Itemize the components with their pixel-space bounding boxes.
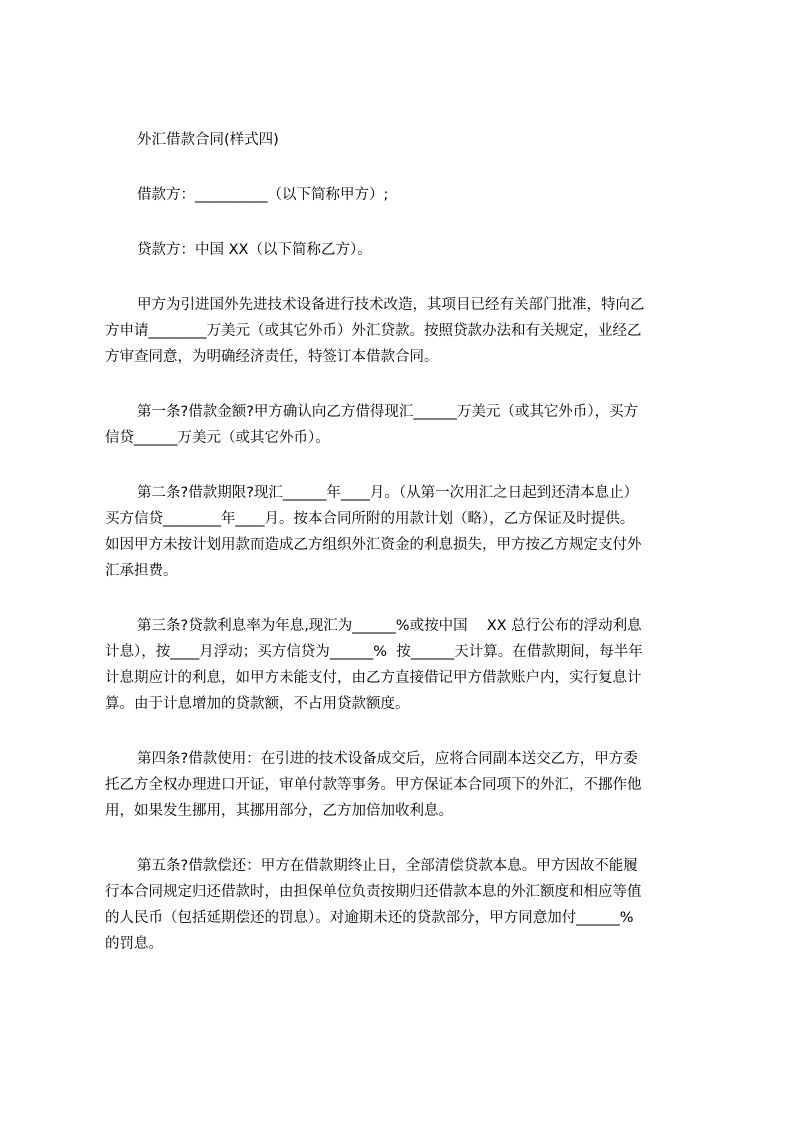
paragraph-line: 托乙方全权办理进口开证，审单付款等事务。甲方保证本合同项下的外汇，不挪作他 <box>105 777 642 793</box>
paragraph-line: 甲方为引进国外先进技术设备进行技术改造，其项目已经有关部门批准，特向乙 <box>137 297 645 313</box>
paragraph-line: 买方信贷________年____月。按本合同所附的用款计划（略），乙方保证及时提供。 <box>105 511 635 527</box>
paragraph-line: 第三条?贷款利息率为年息,现汇为______%或按中国 XX 总行公布的浮动利息 <box>137 618 642 634</box>
document-title: 外汇借款合同(样式四) <box>137 132 279 148</box>
paragraph-line: 算。由于计息增加的贷款额，不占用贷款额度。 <box>105 696 410 712</box>
paragraph-line: 汇承担费。 <box>105 563 178 579</box>
paragraph-line: 的罚息。 <box>105 936 163 952</box>
paragraph-line: 的人民币（包括延期偿还的罚息）。对逾期未还的贷款部分，甲方同意加付______% <box>105 910 634 926</box>
paragraph-line: 第四条?借款使用：在引进的技术设备成交后，应将合同副本送交乙方，甲方委 <box>137 751 638 767</box>
lender-line: 贷款方：中国 XX（以下简称乙方）。 <box>137 242 372 258</box>
borrower-line: 借款方：__________（以下简称甲方）; <box>137 187 389 203</box>
paragraph-line: 计息），按____月浮动；买方信贷为______% 按______天计算。在借款期间，每半年 <box>105 644 643 660</box>
paragraph-line: 第二条?借款期限?现汇______年____月。（从第一次用汇之日起到还清本息止） <box>137 485 639 501</box>
paragraph-line: 计息期应计的利息，如甲方未能支付，由乙方直接借记甲方借款账户内，实行复息计 <box>105 670 642 686</box>
paragraph-line: 信贷______万美元（或其它外币）。 <box>105 430 330 446</box>
paragraph-line: 行本合同规定归还借款时，由担保单位负责按期归还借款本息的外汇额度和相应等值 <box>105 884 642 900</box>
paragraph-line: 如因甲方未按计划用款而造成乙方组织外汇资金的利息损失，甲方按乙方规定支付外 <box>105 537 642 553</box>
paragraph-line: 用，如果发生挪用，其挪用部分，乙方加倍加收利息。 <box>105 803 453 819</box>
paragraph-line: 第一条?借款金额?甲方确认向乙方借得现汇______万美元（或其它外币），买方 <box>137 404 639 420</box>
paragraph-line: 方审查同意，为明确经济责任，特签订本借款合同。 <box>105 349 439 365</box>
paragraph-line: 方申请________万美元（或其它外币）外汇贷款。按照贷款办法和有关规定，业经乙 <box>105 323 642 339</box>
paragraph-line: 第五条?借款偿还：甲方在借款期终止日，全部清偿贷款本息。甲方因故不能履 <box>137 858 638 874</box>
